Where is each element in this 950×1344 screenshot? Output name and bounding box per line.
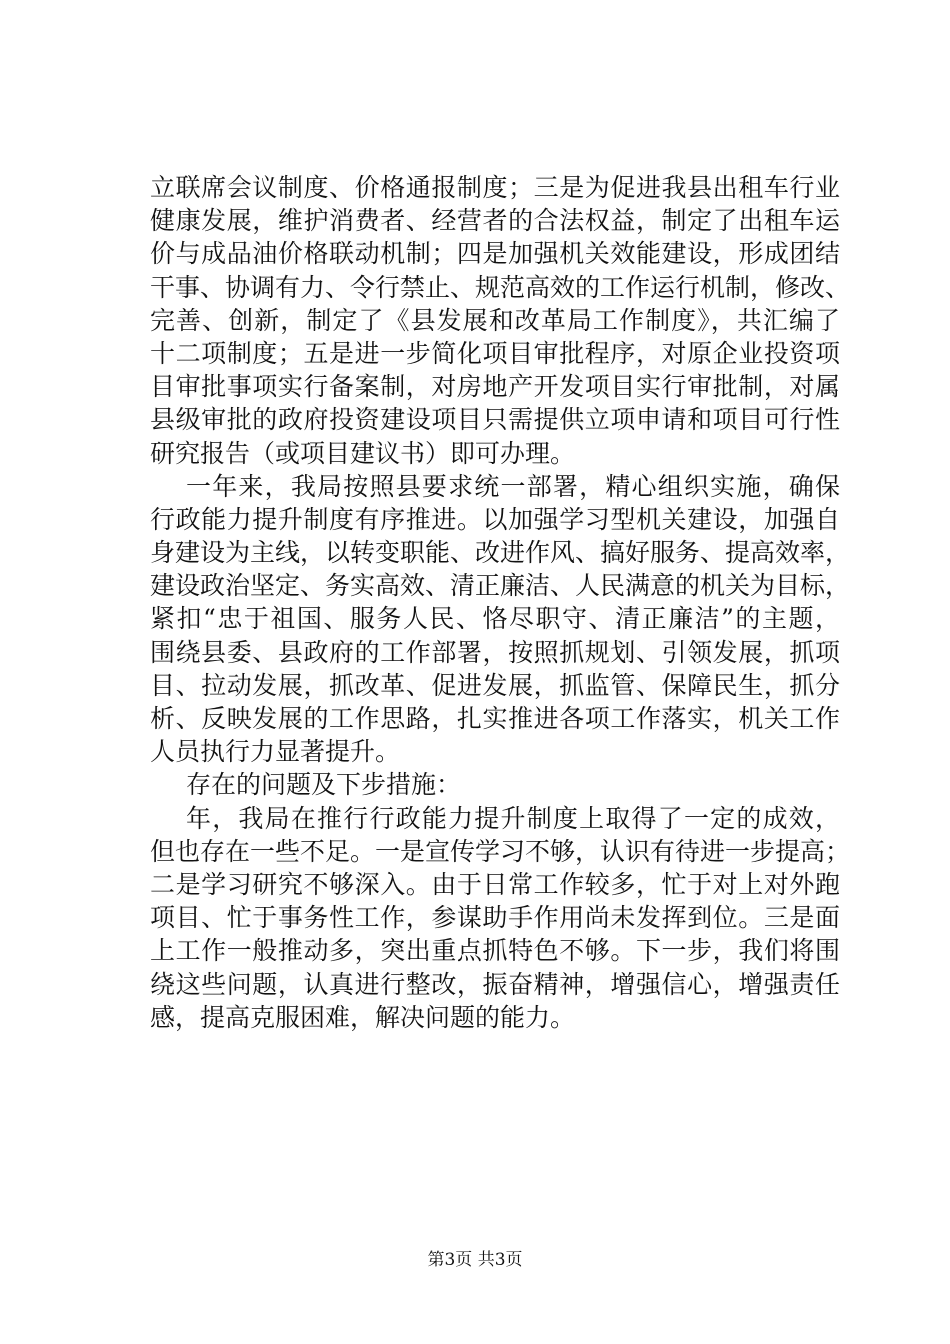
text-line: 立联席会议制度、价格通报制度；三是为促进我县出租车行业 <box>150 173 840 202</box>
text-line: 围绕县委、县政府的工作部署，按照抓规划、引领发展，抓项 <box>150 637 840 667</box>
text-line: 二是学习研究不够深入。由于日常工作较多，忙于对上对外跑 <box>150 869 840 899</box>
text-line: 目、拉动发展，抓改革、促进发展，抓监管、保障民生，抓分 <box>150 670 840 700</box>
text-line: 项目、忙于事务性工作，参谋助手作用尚未发挥到位。三是面 <box>150 903 840 933</box>
text-line: 县级审批的政府投资建设项目只需提供立项申请和项目可行性 <box>150 405 840 435</box>
text-line: 年，我局在推行行政能力提升制度上取得了一定的成效， <box>186 803 840 833</box>
text-line: 上工作一般推动多，突出重点抓特色不够。下一步，我们将围 <box>150 936 840 966</box>
text-line: 析、反映发展的工作思路，扎实推进各项工作落实，机关工作 <box>150 704 840 733</box>
document-body <box>150 171 851 1034</box>
text-line: 但也存在一些不足。一是宣传学习不够，认识有待进一步提高； <box>150 836 851 866</box>
text-line: 健康发展，维护消费者、经营者的合法权益，制定了出租车运 <box>150 206 840 236</box>
text-line: 紧扣“忠于祖国、服务人民、恪尽职守、清正廉洁”的主题， <box>150 604 840 634</box>
section-heading: 存在的问题及下步措施： <box>186 770 462 800</box>
text-line: 完善、创新，制定了《县发展和改革局工作制度》，共汇编了 <box>150 305 840 335</box>
text-line: 建设政治坚定、务实高效、清正廉洁、人民满意的机关为目标， <box>150 571 851 601</box>
text-line: 绕这些问题，认真进行整改，振奋精神，增强信心，增强责任 <box>150 969 840 999</box>
text-line: 目审批事项实行备案制，对房地产开发项目实行审批制，对属 <box>150 372 840 402</box>
text-line: 人员执行力显著提升。 <box>150 737 401 767</box>
page-number-footer: 第3页 共3页 <box>427 1250 523 1270</box>
text-line: 感，提高克服困难，解决问题的能力。 <box>150 1002 576 1032</box>
text-line: 一年来，我局按照县要求统一部署，精心组织实施，确保 <box>186 471 840 501</box>
text-line: 价与成品油价格联动机制；四是加强机关效能建设，形成团结 <box>150 239 840 269</box>
text-line: 干事、协调有力、令行禁止、规范高效的工作运行机制，修改、 <box>150 272 851 302</box>
text-line: 研究报告（或项目建议书）即可办理。 <box>150 438 576 468</box>
text-line: 身建设为主线，以转变职能、改进作风、搞好服务、提高效率， <box>150 538 851 568</box>
text-line: 行政能力提升制度有序推进。以加强学习型机关建设，加强自 <box>150 504 840 534</box>
text-line: 十二项制度；五是进一步简化项目审批程序，对原企业投资项 <box>150 338 840 368</box>
